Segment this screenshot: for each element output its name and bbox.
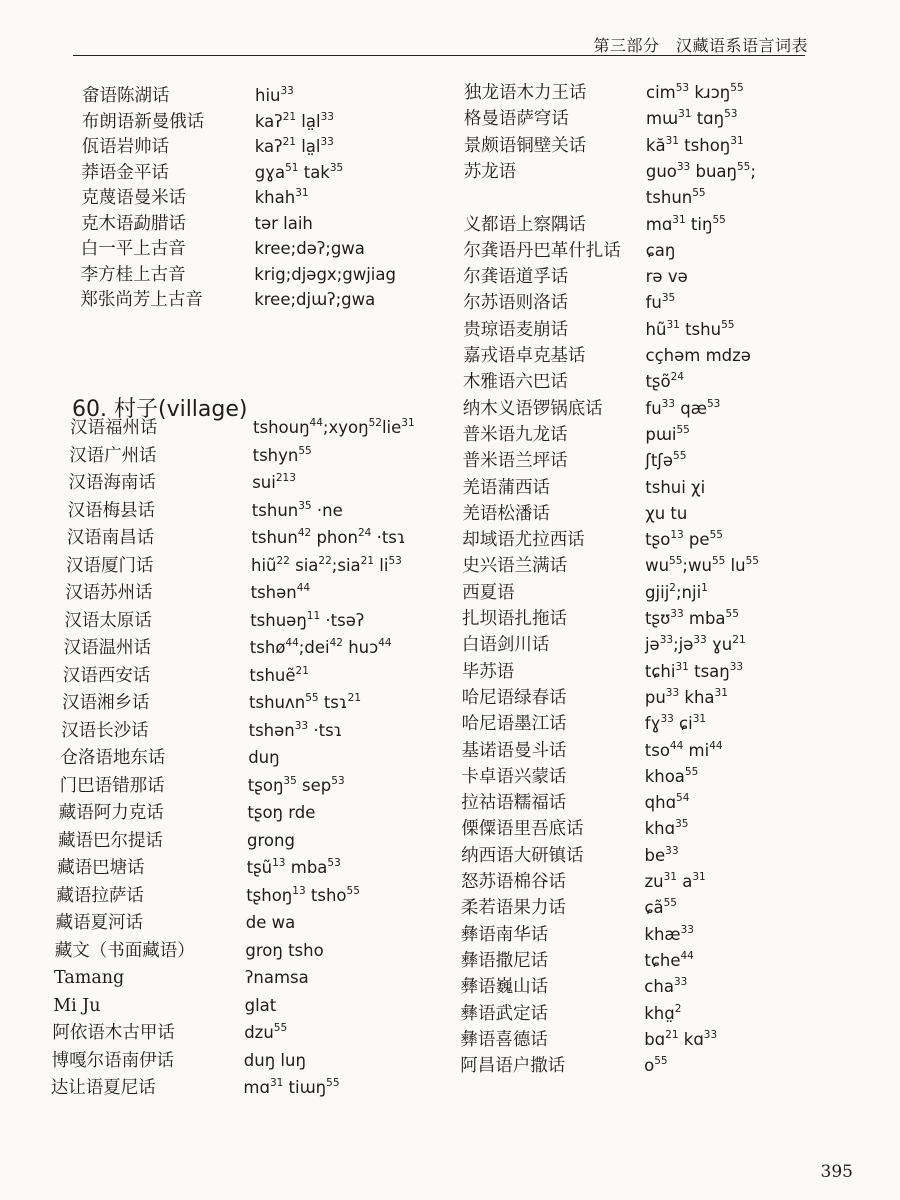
header-rule xyxy=(73,55,805,56)
word-form: mɑ$^{31}$ tiɯŋ$^{55}$ xyxy=(243,1077,340,1097)
word-form: χu tu xyxy=(645,503,688,523)
word-form: $fu^{35}$ xyxy=(645,292,676,313)
word-form: tshən$^{33}$ ·tsɿ xyxy=(248,719,343,740)
word-form: $zu^{31}$ $a^{31}$ xyxy=(644,871,706,891)
language-name: 毕苏语 xyxy=(461,661,515,682)
word-form: mɑ$^{31}$ tiŋ$^{55}$ xyxy=(645,213,726,234)
language-name: 柔若语果力话 xyxy=(460,898,566,919)
language-name: 傈僳语里吾底话 xyxy=(461,819,584,840)
word-form: kaʔ$^{21}$ $la̤l^{33}$ xyxy=(254,110,334,131)
language-name: 扎坝语扎拖话 xyxy=(462,609,567,629)
word-form: tshən$^{44}$ xyxy=(250,582,311,602)
language-name: 克蔑语曼米话 xyxy=(81,188,187,208)
language-name: 怒苏语棉谷话 xyxy=(461,872,566,892)
word-form: hiu$^{33}$ xyxy=(255,85,294,105)
word-form: duŋ xyxy=(248,748,280,767)
word-form: tshuẽ$^{21}$ xyxy=(249,664,309,685)
language-name: 郑张尚芳上古音 xyxy=(80,290,203,310)
language-name: 彝语喜德话 xyxy=(460,1029,548,1050)
language-name: 汉语湘乡话 xyxy=(62,693,150,713)
word-form: tɕhe$^{44}$ xyxy=(644,949,694,970)
language-name: 独龙语木力王话 xyxy=(464,83,587,103)
word-form: ʔnamsa xyxy=(245,968,309,987)
word-form: tshouŋ$^{44}$;xyoŋ$^{52}$lie$^{31}$ xyxy=(253,417,415,437)
word-form: tər laih xyxy=(254,213,313,233)
word-form: cim$^{53}$ kɹɔŋ$^{55}$ xyxy=(646,82,744,102)
language-name: 莽语金平话 xyxy=(81,162,169,183)
language-name: 汉语厦门话 xyxy=(66,555,154,576)
word-form: jə$^{33}$;jə$^{33}$ ɣu$^{21}$ xyxy=(644,634,746,655)
word-form: glat xyxy=(244,995,277,1015)
word-form: tʂhoŋ$^{13}$ tsho$^{55}$ xyxy=(246,884,360,905)
word-form: tshui χi xyxy=(645,477,706,497)
language-name: 苏龙语 xyxy=(463,161,517,182)
language-name: 彝语撒尼话 xyxy=(460,950,549,971)
language-name: 汉语太原话 xyxy=(64,610,152,631)
word-form: tshun$^{35}$ ·ne xyxy=(251,499,343,520)
word-form: tso$^{44}$ $mi^{44}$ xyxy=(644,739,723,760)
word-form: tshuʌn$^{55}$ tsɿ$^{21}$ xyxy=(249,692,362,712)
language-name: 阿依语木古甲话 xyxy=(52,1023,175,1043)
word-form: khah$^{31}$ xyxy=(254,187,309,207)
language-name: 纳木义语锣锅底话 xyxy=(462,398,603,419)
word-form: $kă^{31}$ tshoŋ$^{31}$ xyxy=(645,134,744,155)
word-form: dzu$^{55}$ xyxy=(244,1022,288,1042)
word-form: kree;dəʔ;gwa xyxy=(254,239,365,258)
language-name: 卡卓语兴蒙话 xyxy=(461,766,567,787)
language-name: 羌语松潘话 xyxy=(462,503,550,524)
language-name: 达让语夏尼话 xyxy=(50,1078,156,1098)
language-name: 汉语梅县话 xyxy=(67,500,156,521)
language-name: 彝语南华话 xyxy=(460,924,549,945)
language-name: 汉语温州话 xyxy=(63,638,152,658)
language-name: Tamang xyxy=(54,968,125,988)
running-header: 第三部分 汉藏语系语言词表 xyxy=(593,36,808,55)
language-name: 木雅语六巴话 xyxy=(462,372,568,393)
language-name: 汉语南昌话 xyxy=(66,528,155,548)
word-form: ʃtʃə$^{55}$ xyxy=(645,450,687,471)
language-name: 门巴语错那话 xyxy=(59,775,165,796)
language-name: 基诺语曼斗话 xyxy=(461,740,567,761)
word-form: guo$^{33}$ buaŋ$^{55}$; xyxy=(645,160,756,181)
word-form: kaʔ$^{21}$ $la̤l^{33}$ xyxy=(254,136,334,156)
word-form: tʂo$^{13}$ $pe^{55}$ xyxy=(645,529,723,550)
word-form: tʂoŋ rde xyxy=(247,803,316,822)
word-form: tshø$^{44}$;dei$^{42}$ huɔ$^{44}$ xyxy=(249,637,392,657)
word-form: khɑ$^{35}$ xyxy=(644,818,689,839)
word-form: cçhəm mdzə xyxy=(645,346,751,365)
language-name: 藏文（书面藏语） xyxy=(54,940,195,961)
language-name: 藏语拉萨话 xyxy=(56,885,144,906)
word-form: $wu^{55};wu^{55}$ $lu^{55}$ xyxy=(645,555,759,576)
language-name: 尔龚语道孚话 xyxy=(463,267,569,288)
language-name: 克木语勐腊话 xyxy=(81,213,186,234)
language-name: 普米语九龙话 xyxy=(462,424,568,445)
word-form: tshun$^{42}$ phon$^{24}$ ·tsɿ xyxy=(251,527,406,547)
word-form: $hũ^{31}$ tshu$^{55}$ xyxy=(645,318,735,339)
language-name: 博嘎尔语南伊话 xyxy=(51,1050,175,1071)
language-name: 普米语兰坪话 xyxy=(462,451,568,472)
language-name: 藏语巴尔提话 xyxy=(58,830,163,851)
language-name: 阿昌语户撒话 xyxy=(460,1056,566,1077)
language-name: 纳西语大研镇话 xyxy=(461,845,584,866)
language-name: 汉语苏州话 xyxy=(65,583,153,603)
word-form: fɣ$^{33}$ ɕi$^{31}$ xyxy=(644,713,707,734)
word-form: qhɑ$^{54}$ xyxy=(644,792,690,813)
language-name: 羌语蒲西话 xyxy=(462,477,550,498)
language-name: 却域语尤拉西话 xyxy=(462,530,585,551)
word-form: bɑ$^{21}$ kɑ$^{33}$ xyxy=(644,1028,718,1049)
word-form: sui$^{213}$ xyxy=(252,472,296,492)
word-form: mɯ$^{31}$ tɑŋ$^{53}$ xyxy=(645,108,738,129)
language-name: 汉语海南话 xyxy=(68,473,156,493)
language-name: 哈尼语绿春话 xyxy=(461,687,567,708)
word-form: $be^{33}$ xyxy=(644,844,679,865)
language-name: 藏语夏河话 xyxy=(55,913,144,933)
language-name: 白一平上古音 xyxy=(80,239,186,259)
word-form: tshuəŋ$^{11}$ ·tsəʔ xyxy=(250,609,365,630)
word-form: de wa xyxy=(245,913,296,932)
language-name: 义都语上察隅话 xyxy=(463,214,586,235)
word-form: gɣa$^{51}$ tak$^{35}$ xyxy=(254,161,344,182)
language-name: 佤语岩帅话 xyxy=(81,137,170,157)
language-name: 彝语巍山话 xyxy=(460,977,549,998)
language-name: 哈尼语墨江话 xyxy=(461,714,567,735)
word-form: cha$^{33}$ xyxy=(644,976,688,997)
language-name: 拉祜语糯福话 xyxy=(461,793,567,814)
word-form: gjij$^2$;nji$^1$ xyxy=(645,581,708,602)
word-form: krig;djəgx;gwjiag xyxy=(254,264,396,284)
word-form: grong xyxy=(247,830,295,850)
language-name: 白语剑川话 xyxy=(461,635,550,656)
word-form: tʂõ$^{24}$ xyxy=(645,371,684,392)
word-form: kree;djɯʔ;gwa xyxy=(254,290,376,309)
word-form: khæ$^{33}$ xyxy=(644,923,694,944)
language-name: 格曼语萨穹话 xyxy=(463,109,569,130)
word-form: tɕhi$^{31}$ tsaŋ$^{33}$ xyxy=(644,660,744,681)
language-name: 李方桂上古音 xyxy=(80,264,186,285)
word-form: tʂũ$^{13}$ mba$^{53}$ xyxy=(246,857,341,877)
page-number: 395 xyxy=(820,1162,853,1182)
language-name: 西夏语 xyxy=(462,582,515,603)
language-name: 贵琼语麦崩话 xyxy=(463,319,569,340)
language-name: 景颇语铜壁关话 xyxy=(463,135,587,156)
word-form: tʂoŋ$^{35}$ sep$^{53}$ xyxy=(247,774,345,795)
language-name: 汉语长沙话 xyxy=(61,720,149,741)
language-name: 史兴语兰满话 xyxy=(462,556,568,577)
language-name: 畲语陈湖话 xyxy=(82,86,170,106)
word-form: $o^{55}$ xyxy=(644,1055,668,1076)
language-name: 仓洛语地东话 xyxy=(60,748,166,768)
word-form: groŋ tsho xyxy=(245,940,324,960)
language-name: Mi Ju xyxy=(53,995,101,1016)
word-form: ɕaŋ xyxy=(645,240,676,260)
language-name: 布朗语新曼俄话 xyxy=(81,111,205,132)
language-name: 汉语广州话 xyxy=(69,445,157,466)
language-name: 彝语武定话 xyxy=(460,1003,548,1024)
language-name: 汉语西安话 xyxy=(62,665,151,686)
word-form: tshyn$^{55}$ xyxy=(252,444,312,465)
section-heading: 60. 村子(village) xyxy=(72,397,248,423)
word-form: ɕã$^{55}$ xyxy=(644,897,677,918)
word-form: tshun$^{55}$ xyxy=(645,187,706,208)
word-form: khoa$^{55}$ xyxy=(644,765,699,786)
word-form: tʂʊ$^{33}$ mba$^{55}$ xyxy=(645,608,739,628)
language-name: 藏语阿力克话 xyxy=(58,803,164,823)
language-name: 尔苏语则洛话 xyxy=(463,293,569,314)
language-name: 藏语巴塘话 xyxy=(57,858,145,878)
word-form: $pu^{33}$ kha$^{31}$ xyxy=(644,686,728,707)
language-name: 汉语福州话 xyxy=(70,418,158,438)
word-form: duŋ luŋ xyxy=(243,1050,306,1070)
language-name: 嘉戎语卓克基话 xyxy=(463,346,586,366)
word-form: rə və xyxy=(645,267,688,287)
language-name: 尔龚语丹巴革什扎话 xyxy=(463,240,621,261)
word-form: hiũ$^{22}$ sia$^{22}$;sia$^{21}$ $li^{53}$ xyxy=(251,554,402,575)
word-form: pɯi$^{55}$ xyxy=(645,423,690,444)
word-form: khɑ̤$^2$ xyxy=(644,1002,682,1023)
word-form: $fu^{33}$ $qæ^{53}$ xyxy=(645,397,721,418)
